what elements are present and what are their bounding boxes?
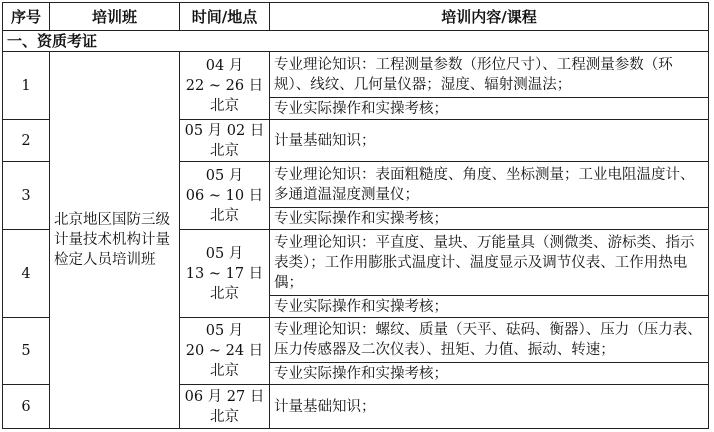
time-place: 北京 [210,408,239,425]
time-days: 22 ~ 26 日 [185,77,264,94]
row-time [180,162,270,230]
time-month: 05 月 [205,323,244,339]
row-no: 5 [3,318,50,385]
row-no: 1 [3,52,50,120]
time-days: 06 ~ 10 日 [185,187,264,204]
header-content: 培训内容/课程 [270,3,709,31]
time-month: 05 月 [205,245,244,262]
row-time [180,385,270,429]
course-practice: 专业实际操作和实操考核； [270,208,709,230]
table-row [3,52,709,98]
course-basics: 计量基础知识； [270,385,709,429]
time-place: 北京 [210,97,239,114]
course-theory: 专业理论知识：平直度、量块、万能量具（测微类、游标类、指示表类）；工作用膨胀式温度计、温度显示及调节仪表、工作用热电偶； [270,230,709,296]
time-date: 06 月 27 日 [184,388,265,405]
time-place: 北京 [210,207,239,224]
section-title: 一、资质考证 [3,31,709,52]
course-basics: 计量基础知识； [270,120,709,162]
time-place: 北京 [210,363,239,379]
header-no: 序号 [3,3,50,31]
row-time [180,318,270,385]
header-class: 培训班 [50,3,180,31]
course-practice: 专业实际操作和实操考核； [270,296,709,318]
row-no: 3 [3,162,50,230]
time-date: 05 月 02 日 [184,122,265,139]
time-month: 04 月 [205,57,244,74]
row-no: 6 [3,385,50,429]
course-practice: 专业实际操作和实操考核； [270,363,709,385]
time-place: 北京 [210,285,239,302]
row-time [180,120,270,162]
course-theory: 专业理论知识：螺纹、质量（天平、砝码、衡器）、压力（压力表、压力传感器及二次仪表）、扭矩、力值、振动、转速； [270,318,709,363]
course-theory: 专业理论知识：表面粗糙度、角度、坐标测量；工业电阻温度计、多通道温湿度测量仪； [270,162,709,208]
section-row [3,31,709,52]
row-no: 4 [3,230,50,318]
row-time [180,52,270,120]
time-days: 13 ~ 17 日 [185,265,264,282]
time-place: 北京 [210,142,239,159]
course-theory: 专业理论知识：工程测量参数（形位尺寸）、工程测量参数（环规）、线纹、几何量仪器；湿度、辐射测温法； [270,52,709,98]
training-schedule-table [2,2,709,429]
time-days: 20 ~ 24 日 [185,343,264,359]
course-practice: 专业实际操作和实操考核； [270,98,709,120]
class-name: 北京地区国防三级计量技术机构计量检定人员培训班 [50,52,180,429]
time-month: 05 月 [205,167,244,184]
header-time-place: 时间/地点 [180,3,270,31]
row-time [180,230,270,318]
row-no: 2 [3,120,50,162]
header-row [3,3,709,31]
